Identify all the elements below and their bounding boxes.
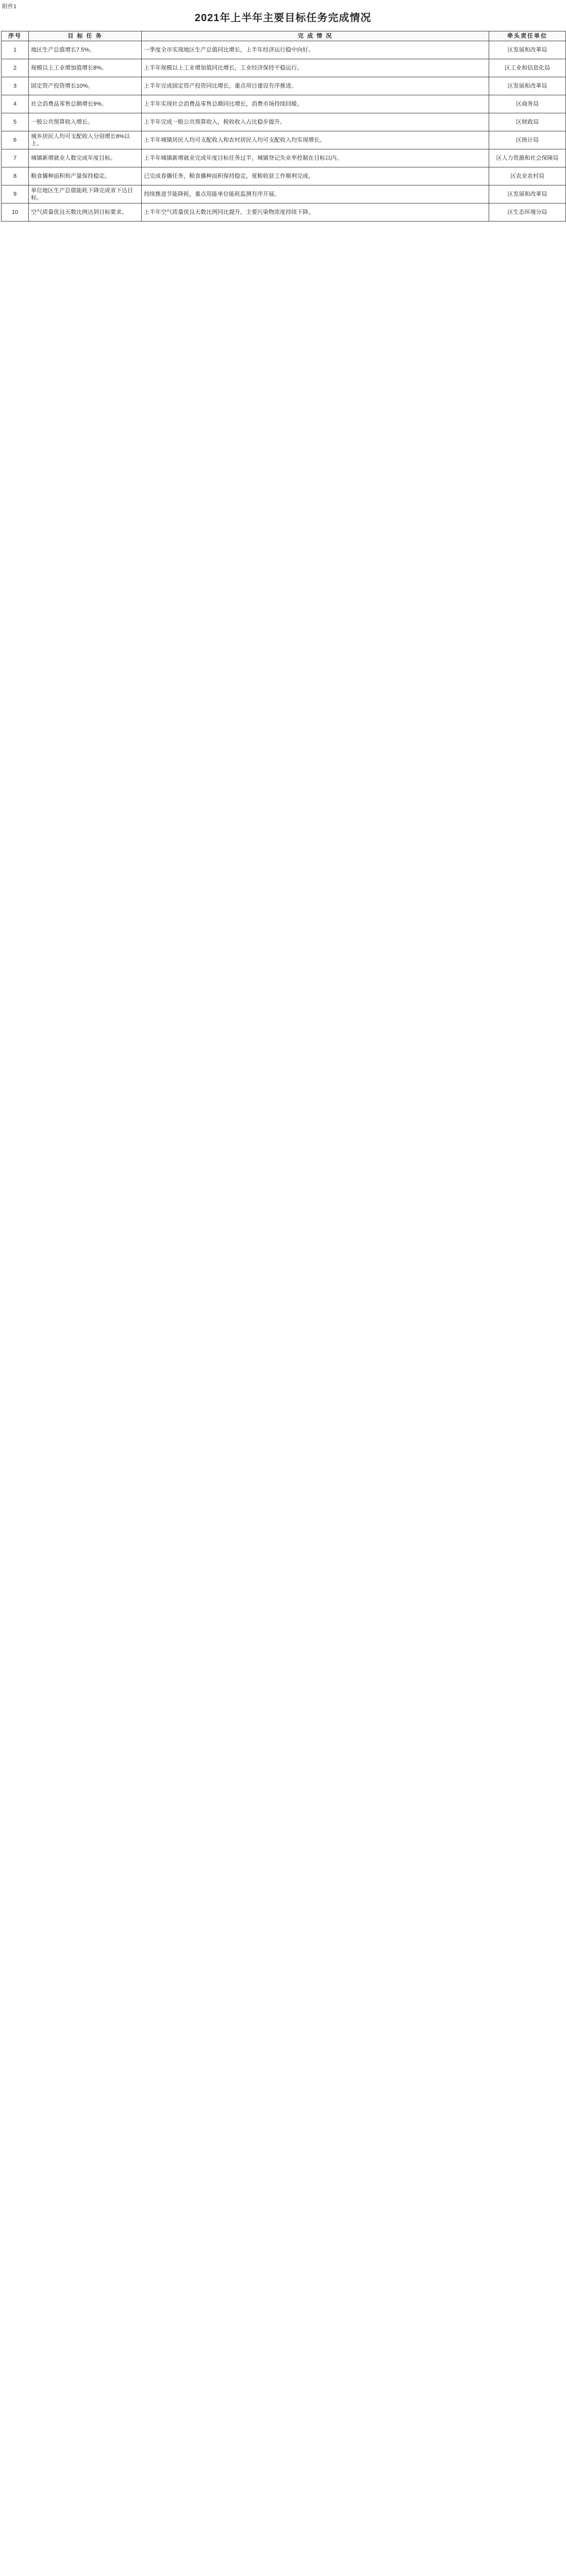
row-progress: 一季度全市实现地区生产总值同比增长，上半年经济运行稳中向好。 (142, 41, 489, 59)
row-task: 地区生产总值增长7.5%。 (29, 41, 142, 59)
row-dept: 区发展和改革局 (489, 77, 566, 95)
row-no: 10 (2, 204, 29, 222)
row-no: 9 (2, 185, 29, 204)
row-task: 空气质量优良天数比例达到目标要求。 (29, 204, 142, 222)
row-no: 8 (2, 167, 29, 185)
row-dept: 区人力资源和社会保障局 (489, 149, 566, 167)
row-no: 5 (2, 113, 29, 131)
row-task: 一般公共预算收入增长。 (29, 113, 142, 131)
row-progress: 上半年城镇居民人均可支配收入和农村居民人均可支配收入均实现增长。 (142, 131, 489, 149)
row-no: 4 (2, 95, 29, 113)
header-progress: 完 成 情 况 (142, 31, 489, 41)
row-task: 规模以上工业增加值增长8%。 (29, 59, 142, 77)
header-no: 序号 (2, 31, 29, 41)
row-no: 7 (2, 149, 29, 167)
table-header-row (2, 31, 566, 41)
row-no: 3 (2, 77, 29, 95)
row-task: 城乡居民人均可支配收入分别增长8%以上。 (29, 131, 142, 149)
row-no: 2 (2, 59, 29, 77)
row-dept: 区商务局 (489, 95, 566, 113)
table-row (2, 131, 566, 149)
row-progress: 上半年完成固定资产投资同比增长，重点项目建设有序推进。 (142, 77, 489, 95)
row-progress: 上半年实现社会消费品零售总额同比增长，消费市场持续回暖。 (142, 95, 489, 113)
table-row (2, 167, 566, 185)
table-row (2, 95, 566, 113)
row-progress: 持续推进节能降耗，重点用能单位能耗监测有序开展。 (142, 185, 489, 204)
header-task: 目 标 任 务 (29, 31, 142, 41)
row-task: 城镇新增就业人数完成年度目标。 (29, 149, 142, 167)
row-task: 社会消费品零售总额增长9%。 (29, 95, 142, 113)
table-row (2, 185, 566, 204)
row-dept: 区工业和信息化局 (489, 59, 566, 77)
table-row (2, 77, 566, 95)
row-dept: 区农业农村局 (489, 167, 566, 185)
row-dept: 区生态环境分局 (489, 204, 566, 222)
table-row (2, 204, 566, 222)
task-table (1, 31, 566, 222)
row-task: 固定资产投资增长10%。 (29, 77, 142, 95)
row-dept: 区财政局 (489, 113, 566, 131)
row-task: 单位地区生产总值能耗下降完成省下达目标。 (29, 185, 142, 204)
header-dept: 牵头责任单位 (489, 31, 566, 41)
attachment-label: 附件1 (2, 4, 17, 10)
row-progress: 上半年空气质量优良天数比例同比提升，主要污染物浓度持续下降。 (142, 204, 489, 222)
row-progress: 上半年城镇新增就业完成年度目标任务过半，城镇登记失业率控制在目标以内。 (142, 149, 489, 167)
row-progress: 已完成春播任务，粮食播种面积保持稳定，夏粮收获工作顺利完成。 (142, 167, 489, 185)
row-no: 6 (2, 131, 29, 149)
document-title: 2021年上半年主要目标任务完成情况 (194, 12, 372, 24)
row-dept: 区发展和改革局 (489, 41, 566, 59)
table-row (2, 59, 566, 77)
row-dept: 区统计局 (489, 131, 566, 149)
row-no: 1 (2, 41, 29, 59)
row-progress: 上半年规模以上工业增加值同比增长，工业经济保持平稳运行。 (142, 59, 489, 77)
table-row (2, 41, 566, 59)
table-row (2, 113, 566, 131)
row-task: 粮食播种面积和产量保持稳定。 (29, 167, 142, 185)
row-progress: 上半年完成一般公共预算收入，税收收入占比稳步提升。 (142, 113, 489, 131)
row-dept: 区发展和改革局 (489, 185, 566, 204)
table-row (2, 149, 566, 167)
